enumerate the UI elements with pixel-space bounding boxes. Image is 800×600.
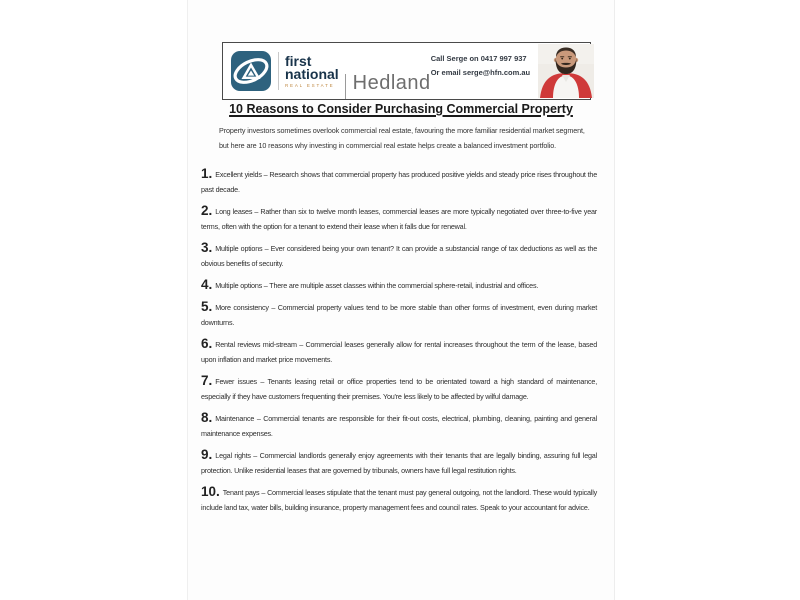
reason-item bbox=[201, 204, 597, 234]
reason-number: 9. bbox=[201, 447, 213, 462]
reason-text: Multiple options – Ever considered being your own tenant? It can provide a substancial range of tax deductions as well as the obvious benefits of security. bbox=[201, 244, 597, 268]
reason-item bbox=[201, 241, 597, 271]
reason-item bbox=[201, 485, 597, 515]
reason-item bbox=[201, 300, 597, 330]
reason-item bbox=[201, 448, 597, 478]
contact-phone-line: Call Serge on 0417 997 937 bbox=[430, 54, 527, 63]
contact-block bbox=[431, 43, 530, 99]
reason-number: 6. bbox=[201, 336, 213, 351]
intro-paragraph: Property investors sometimes overlook commercial real estate, favouring the more familiar residential market segment, but here are 10 reasons why investing in commercial real estate helps create a balanced investment portfolio. bbox=[219, 126, 585, 150]
reasons-list bbox=[201, 167, 597, 522]
reason-item bbox=[201, 411, 597, 441]
reason-item bbox=[201, 374, 597, 404]
reason-text: Multiple options – There are multiple asset classes within the commercial sphere-retail, industrial and offices. bbox=[215, 281, 539, 290]
document-page bbox=[187, 0, 615, 600]
brand-text bbox=[285, 52, 339, 88]
reason-text: Long leases – Rather than six to twelve month leases, commercial leases are more typically negotiated over three-to-five year terms, often with the option for a tenant to extend their lease when it falls due for renewal. bbox=[201, 207, 597, 231]
reason-number: 7. bbox=[201, 373, 213, 388]
reason-text: Rental reviews mid-stream – Commercial leases generally allow for rental increases throughout the term of the lease, based upon inflation and market price movements. bbox=[201, 340, 597, 364]
reason-item bbox=[201, 167, 597, 197]
reason-text: Fewer issues – Tenants leasing retail or office properties tend to be orientated toward a high standard of maintenance, especially if they have customers frequenting their premises. You're less likely to be affected by wilful damage. bbox=[201, 377, 597, 401]
reason-text: Tenant pays – Commercial leases stipulate that the tenant must pay general outgoing, not the landlord. These would typically include land tax, water bills, building insurance, property management fees and council rates. Speak to your accountant for advice. bbox=[201, 488, 597, 512]
letterhead bbox=[222, 42, 591, 100]
reason-number: 10. bbox=[201, 484, 220, 499]
page-title: 10 Reasons to Consider Purchasing Commercial Property bbox=[229, 102, 573, 116]
reason-number: 4. bbox=[201, 277, 213, 292]
reason-number: 8. bbox=[201, 410, 213, 425]
reason-number: 3. bbox=[201, 240, 213, 255]
office-name: Hedland bbox=[345, 74, 431, 99]
agent-photo bbox=[538, 44, 594, 98]
logo-divider bbox=[278, 52, 279, 90]
reason-number: 1. bbox=[201, 166, 213, 181]
brand-word-national: national bbox=[285, 65, 339, 82]
reason-text: More consistency – Commercial property values tend to be more stable than other forms of investment, even during market downturns. bbox=[201, 303, 597, 327]
contact-email-line: Or email serge@hfn.com.au bbox=[430, 67, 531, 77]
reason-text: Legal rights – Commercial landlords generally enjoy agreements with their tenants that are legally binding, assuring full legal protection. Unlike residential leases that are governed by tribunals, owners have full legal restitution rights. bbox=[201, 451, 597, 475]
brand-tagline: REAL ESTATE bbox=[285, 82, 335, 88]
reason-number: 5. bbox=[201, 299, 213, 314]
reason-item bbox=[201, 337, 597, 367]
reason-item bbox=[201, 278, 597, 293]
first-national-logo bbox=[223, 43, 431, 99]
first-national-logo-icon bbox=[230, 50, 272, 92]
brand-word-first: first bbox=[285, 52, 312, 69]
reason-text: Excellent yields – Research shows that commercial property has produced positive yields and steady price rises throughout the past decade. bbox=[201, 170, 597, 194]
reason-number: 2. bbox=[201, 203, 213, 218]
reason-text: Maintenance – Commercial tenants are responsible for their fit-out costs, electrical, plumbing, cleaning, painting and general maintenance expenses. bbox=[201, 414, 597, 438]
